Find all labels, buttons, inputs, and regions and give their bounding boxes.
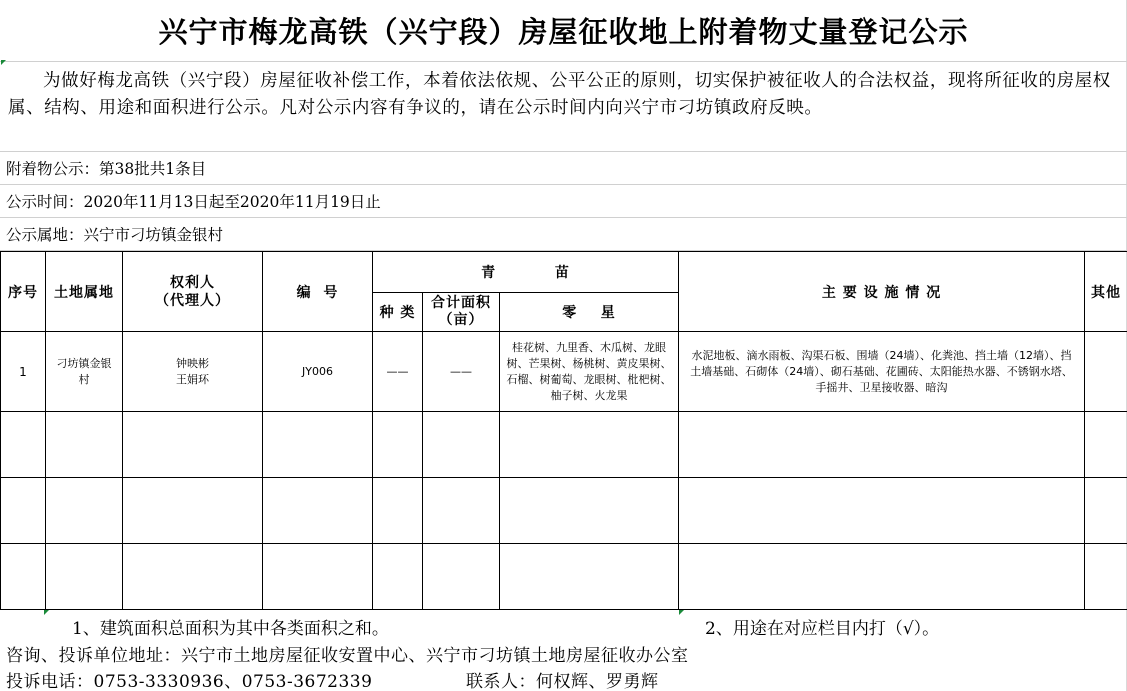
table-row [1,332,1127,412]
cell-other [1085,332,1127,412]
table-row-empty [1,412,1127,478]
cell-facilities: 水泥地板、滴水雨板、沟渠石板、围墙（24墙）、化粪池、挡土墙（12墙）、挡土墙基础、石砌体（24墙）、砌石基础、花圃砖、太阳能热水器、不锈钢水塔、手摇井、卫星接收器、暗沟 [679,332,1085,412]
header-scattered: 零 星 [500,293,679,332]
batch-info: 附着物公示：第38批共1条目 [0,152,1127,185]
cell-scattered: 桂花树、九里香、木瓜树、龙眼树、芒果树、杨桃树、黄皮果树、石榴、树葡萄、龙眼树、枇杷树、柚子树、火龙果 [500,332,679,412]
note-2: 2、用途在对应栏目内打（√）。 [705,619,940,639]
contact-address: 咨询、投诉单位地址：兴宁市土地房屋征收安置中心、兴宁市刁坊镇土地房屋征收办公室 [6,646,689,666]
cell-comment-marker [44,610,49,615]
header-owner: 权利人 （代理人） [123,252,263,332]
intro-paragraph [0,62,1127,152]
contact-phone-row [6,667,1126,691]
cell-owner: 钟映彬 王娟环 [123,332,263,412]
header-code: 编 号 [263,252,373,332]
registration-table [0,251,1127,610]
page-title: 兴宁市梅龙高铁（兴宁段）房屋征收地上附着物丈量登记公示 [0,0,1127,62]
header-kind: 种 类 [373,293,423,332]
table-row-empty [1,478,1127,544]
period-info: 公示时间：2020年11月13日起至2020年11月19日止 [0,185,1127,218]
location-info: 公示属地：兴宁市刁坊镇金银村 [0,218,1127,251]
cell-land: 刁坊镇金银村 [46,332,123,412]
cell-seq: 1 [1,332,46,412]
cell-kind: —— [373,332,423,412]
header-seq: 序号 [1,252,46,332]
cell-comment-marker [679,610,684,615]
header-total-area: 合计面积 （亩） [423,293,500,332]
header-other: 其他 [1085,252,1127,332]
cell-total-area: —— [423,332,500,412]
intro-text: 为做好梅龙高铁（兴宁段）房屋征收补偿工作，本着依法依规、公平公正的原则，切实保护被征收人的合法权益，现将所征收的房屋权属、结构、用途和面积进行公示。凡对公示内容有争议的，请在公示时间内向兴宁市刁坊镇政府反映。 [8,71,1111,118]
header-seedlings: 青 苗 [373,252,679,293]
header-land: 土地属地 [46,252,123,332]
notes-row [0,610,1127,640]
note-1: 1、建筑面积总面积为其中各类面积之和。 [72,619,389,639]
table-row-empty [1,544,1127,610]
contact-phone: 投诉电话：0753-3330936、0753-3672339 [6,672,373,691]
cell-code: JY006 [263,332,373,412]
header-facilities: 主 要 设 施 情 况 [679,252,1085,332]
contact-person: 联系人：何权辉、罗勇辉 [466,672,659,691]
